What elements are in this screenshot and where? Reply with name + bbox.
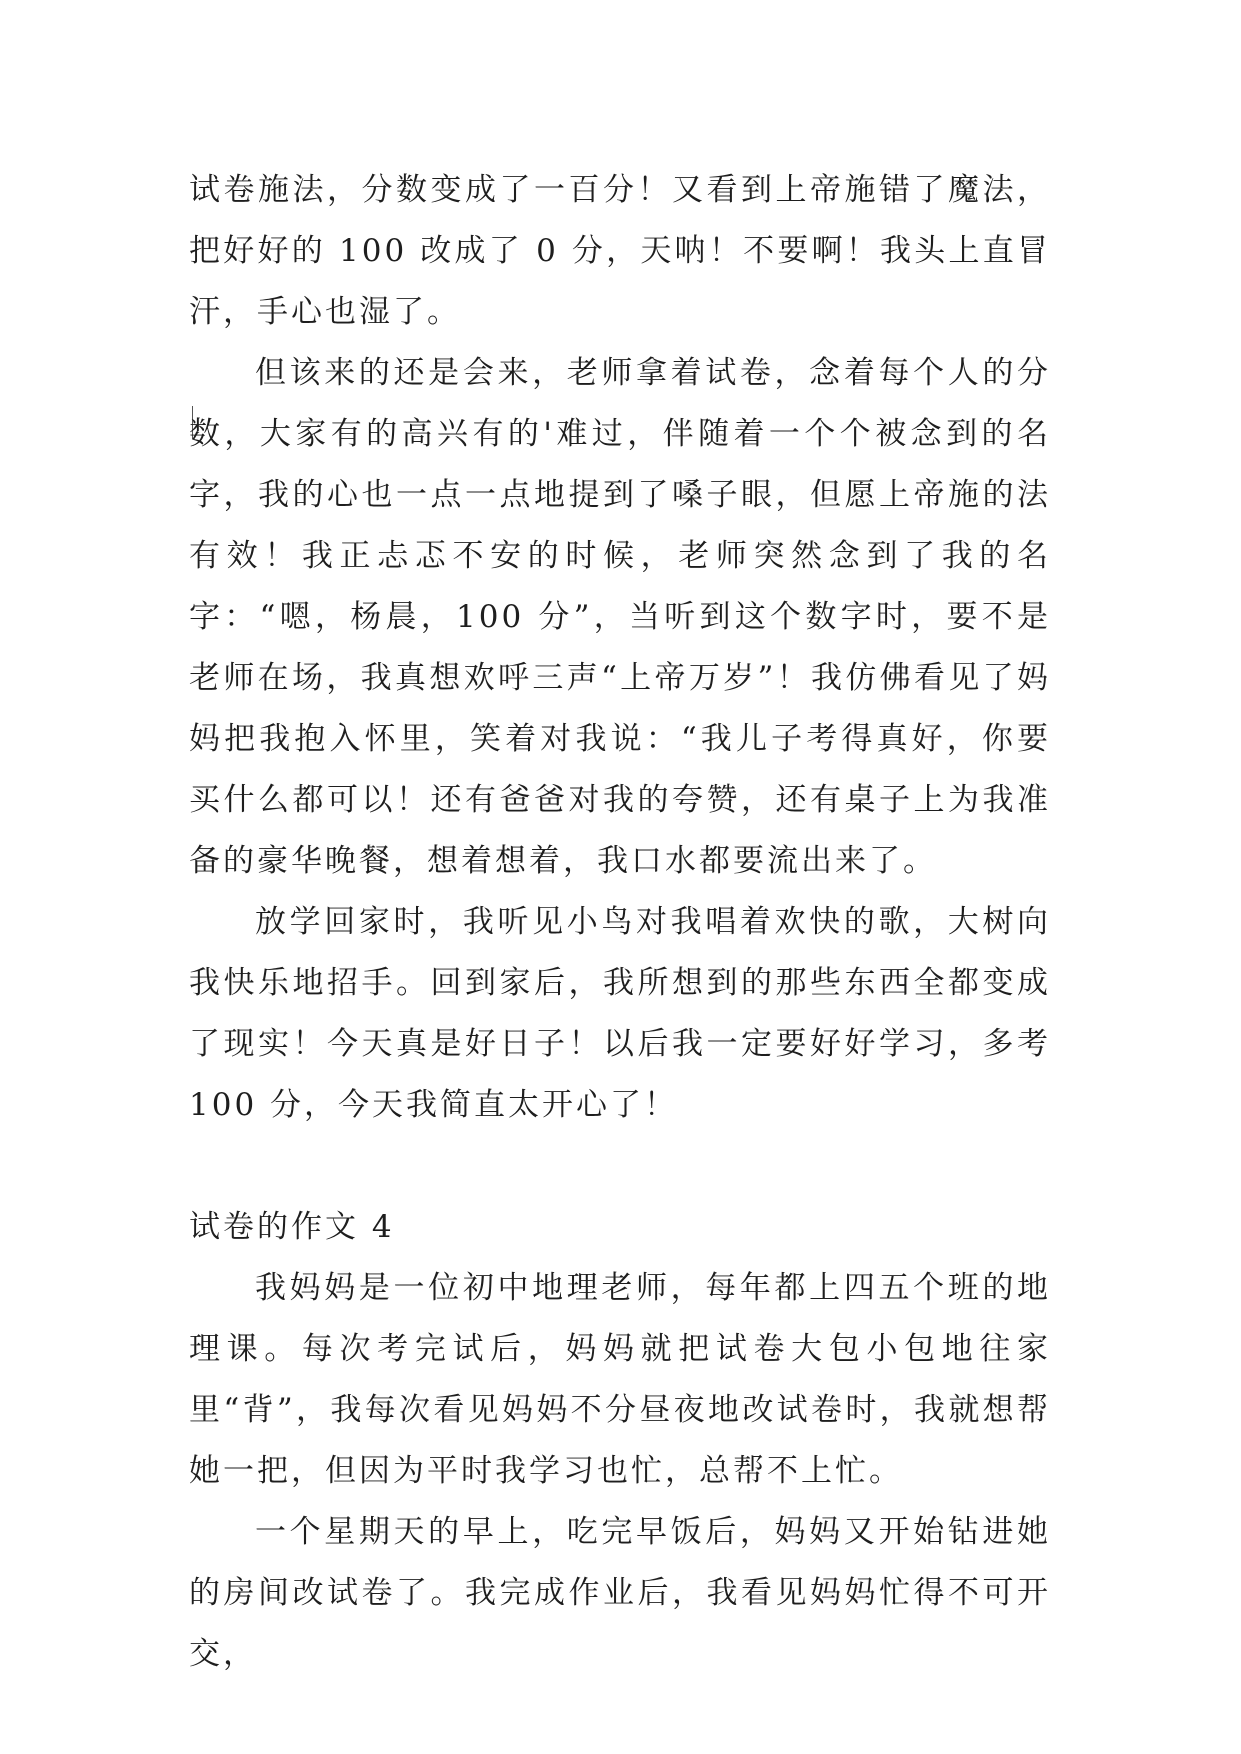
- paragraph-2: 但该来的还是会来，老师拿着试卷，念着每个人的分数，大家有的高兴有的'难过，伴随着一个个被念到的名字，我的心也一点一点地提到了嗓子眼，但愿上帝施的法有效！我正忐忑不安的时候，老师突然念到了我的名字：“嗯，杨晨，100 分”，当听到这个数字时，要不是老师在场，我真想欢呼三声“上帝万岁”！我仿佛看见了妈妈把我抱入怀里，笑着对我说：“我儿子考得真好，你要买什么都可以！还有爸爸对我的夸赞，还有桌子上为我准备的豪华晚餐，想着想着，我口水都要流出来了。: [189, 355, 1051, 879]
- paragraph-4: 我妈妈是一位初中地理老师，每年都上四五个班的地理课。每次考完试后，妈妈就把试卷大包小包地往家里“背”，我每次看见妈妈不分昼夜地改试卷时，我就想帮她一把，但因为平时我学习也忙，总帮不上忙。: [189, 1270, 1051, 1489]
- section-title: 试卷的作文 4: [189, 1209, 395, 1245]
- document-body: [189, 160, 1051, 1685]
- paragraph-1: 试卷施法，分数变成了一百分！又看到上帝施错了魔法，把好好的 100 改成了 0 分，天呐！不要啊！我头上直冒汗，手心也湿了。: [189, 172, 1051, 330]
- section-spacer: [189, 1136, 1051, 1197]
- paragraph-5: 一个星期天的早上，吃完早饭后，妈妈又开始钻进她的房间改试卷了。我完成作业后，我看见妈妈忙得不可开交，: [189, 1514, 1051, 1672]
- paragraph-3: 放学回家时，我听见小鸟对我唱着欢快的歌，大树向我快乐地招手。回到家后，我所想到的那些东西全都变成了现实！今天真是好日子！以后我一定要好好学习，多考 100 分，今天我简直太开心了！: [189, 904, 1051, 1123]
